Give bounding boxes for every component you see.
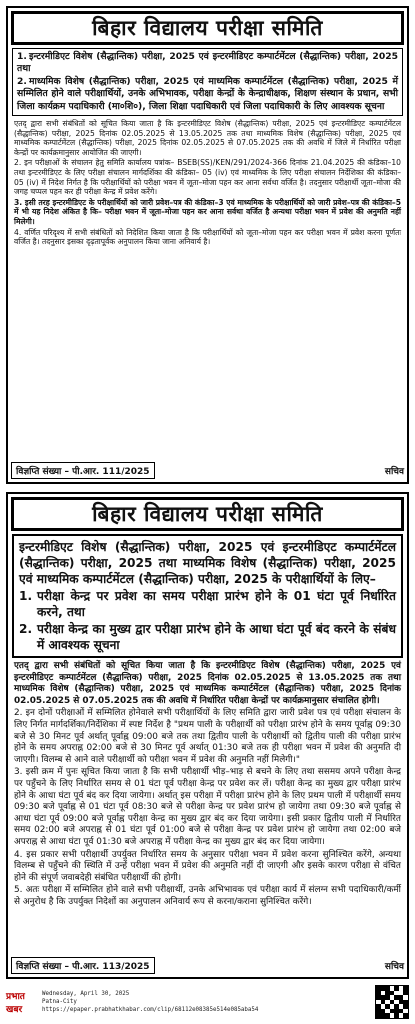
notice-subject [12, 48, 403, 116]
paragraph: 4. इस प्रकार सभी परीक्षार्थी उपर्युक्त निर्धारित समय के अनुसार परीक्षा भवन में प्रवेश करना सुनिश्चित करेंगे, अन्यथा विलम्ब से पहुँचने की स्थिति में उन्हें परीक्षा भवन में प्रवेश की अनुमति नहीं दी जाएगी और इसके कारण परीक्षा से वंचित होने की संपूर्ण जवाबदेही संबंधित परीक्षार्थी की होगी। [14, 849, 401, 883]
clip-info [42, 990, 258, 1014]
paragraph: 2. इन दोनों परीक्षाओं में सम्मिलित होनेवाले सभी परीक्षार्थियों के लिए समिति द्वारा जारी प्रवेश पत्र एवं परीक्षा संचालन के लिए निर्गत मार्गदर्शिका/निर्देशिका में स्पष्ट निर्देश है "प्रथम पाली के परीक्षार्थी को परीक्षा प्रारंभ होने के समय पूर्वाह्न 09:30 बजे से 30 मिनट पूर्व अर्थात् पूर्वाह्न 09:00 बजे तक तथा द्वितीय पाली के परीक्षार्थी को द्वितीय पाली की परीक्षा प्रारंभ होने के समय अपराह्न 02:00 बजे से 30 मिनट पूर्व अर्थात् 01:30 बजे तक ही परीक्षा भवन में प्रवेश की अनुमति दी जाएगी। विलम्ब से आने वाले परीक्षार्थी को परीक्षा भवन में प्रवेश की अनुमति नहीं मिलेगी।" [14, 708, 401, 765]
paragraph: 2. इन परीक्षाओं के संचालन हेतु समिति कार्यालय पत्रांक– BSEB(SS)/KEN/291/2024-366 दिनांक 21.04.2025 की कंडिका–10 तथा इन्टरमीडिएट के लिए परीक्षा संचालन मार्गदर्शिका की कंडिका– 05 (iv) एवं माध्यमिक के लिए परीक्षा संचालन निर्देशिका की कंडिका– 05 (iv) में निदेश निर्गत है कि परीक्षार्थियों को परीक्षा भवन में जूता–मोजा पहन कर आना सर्वथा वर्जित है। तदनुसार परीक्षार्थी जूता–मोजा की जगह चप्पल पहन कर ही परीक्षा केन्द्र में प्रवेश करेंगे। [14, 158, 401, 197]
notice-reference: विज्ञप्ति संख्या – पी.आर. 113/2025 [11, 957, 155, 974]
paragraph: 5. अतः परीक्षा में सम्मिलित होने वाले सभी परीक्षार्थी, उनके अभिभावक एवं परीक्षा कार्य में संलग्न सभी पदाधिकारी/कर्मी से अनुरोध है कि उपर्युक्त निदेशों का अनुपालन अनिवार्य रूप से करना/कराना सुनिश्चित करेंगे। [14, 885, 401, 907]
clip-edition: Patna-City [42, 999, 77, 1005]
subject-item-1: 1. इन्टरमीडिएट विशेष (सैद्धान्तिक) परीक्षा, 2025 एवं इन्टरमीडिएट कम्पार्टमेंटल (सैद्धान्तिक) परीक्षा, 2025 तथा [17, 51, 398, 75]
clip-footer [6, 985, 409, 1019]
paragraph: एतद् द्वारा सभी संबंधितों को सूचित किया जाता है कि इन्टरमीडिएट विशेष (सैद्धान्तिक) परीक्षा, 2025 एवं इन्टरमीडिएट कम्पार्टमेंटल (सैद्धान्तिक) परीक्षा, 2025 दिनांक 02.05.2025 से 13.05.2025 तक तथा माध्यमिक विशेष (सैद्धान्तिक) परीक्षा, 2025 एवं माध्यमिक कम्पार्टमेंटल (सैद्धान्तिक) परीक्षा, 2025 दिनांक 02.05.2025 से 07.05.2025 तक की अवधि में जिले में निर्धारित परीक्षा केन्द्रों पर कार्यक्रमानुसार आयोजित की जाएगी। [14, 119, 401, 157]
subject-intro: इन्टरमीडिएट विशेष (सैद्धान्तिक) परीक्षा, 2025 एवं इन्टरमीडिएट कम्पार्टमेंटल (सैद्धान्तिक) परीक्षा, 2025 तथा माध्यमिक विशेष (सैद्धान्तिक) परीक्षा, 2025 एवं माध्यमिक कम्पार्टमेंटल (सैद्धान्तिक) परीक्षा, 2025 के परीक्षार्थियों के लिए– [19, 540, 396, 586]
qr-code-icon [375, 985, 409, 1019]
subject-item-2: 2. माध्यमिक विशेष (सैद्धान्तिक) परीक्षा, 2025 एवं माध्यमिक कम्पार्टमेंटल (सैद्धान्तिक) परीक्षा, 2025 में सम्मिलित होने वाले परीक्षार्थियों, उनके अभिभावक, परीक्षा केन्द्रों के केन्द्राधीक्षक, शिक्षण संस्थान के प्रधान, सभी जिला कार्यक्रम पदाधिकारी (मा०शि०), जिला शिक्षा पदाधिकारी एवं जिला पदाधिकारी के लिए आवश्यक सूचना [17, 75, 398, 112]
notice-pr-111 [6, 6, 409, 484]
notice-reference: विज्ञप्ति संख्या – पी.आर. 111/2025 [11, 462, 155, 479]
clip-url[interactable]: https://epaper.prabhatkhabar.com/clip/68112e08385e514e085aba54 [42, 1007, 259, 1013]
notice-footer [11, 957, 404, 974]
notice-body [8, 119, 407, 247]
subject-item-1: 1. परीक्षा केन्द्र पर प्रवेश का समय परीक्षा प्रारंभ होने के 01 घंटा पूर्व निर्धारित करने, तथा [19, 589, 396, 619]
notice-footer [11, 462, 404, 479]
notice-subject [12, 534, 403, 658]
signature: सचिव [384, 467, 404, 477]
paragraph: एतद् द्वारा सभी संबंधितों को सूचित किया जाता है कि इन्टरमीडिएट विशेष (सैद्धान्तिक) परीक्षा, 2025 एवं इन्टरमीडिएट कम्पार्टमेंटल (सैद्धान्तिक) परीक्षा, 2025 दिनांक 02.05.2025 से 13.05.2025 तक तथा माध्यमिक विशेष (सैद्धान्तिक) परीक्षा, 2025 एवं माध्यमिक कम्पार्टमेंटल (सैद्धान्तिक) परीक्षा, 2025 दिनांक 02.05.2025 से 07.05.2025 तक की अवधि में निर्धारित परीक्षा केन्द्रों पर कार्यक्रमानुसार संचालित होगी। [14, 661, 401, 706]
paragraph: 3. इसी क्रम में पुनः सूचित किया जाता है कि सभी परीक्षार्थी भीड़–भाड़ से बचने के लिए तथा ससमय अपने परीक्षा केन्द्र पर पहुँचने के लिए निर्धारित समय से 01 घंटा पूर्व परीक्षा केन्द्र पर प्रवेश कर लें। परीक्षा केन्द्र का मुख्य द्वार परीक्षा प्रारंभ होने के आधा घंटा पूर्व बंद कर दिया जायेगा। अर्थात् इस परीक्षा में परीक्षा प्रारंभ होने के लिए प्रथम पाली में परीक्षार्थी समय 09:30 बजे पूर्वाह्न से 01 घंटा पूर्व 08:30 बजे से परीक्षा केन्द्र पर प्रवेश प्रारंभ हो जायेगा तथा 09:30 बजे पूर्वाह्न से आधा घंटा पूर्व 09:00 बजे पूर्वाह्न परीक्षा केन्द्र का मुख्य द्वार बंद कर दिया जायेगा। इसी प्रकार द्वितीय पाली में निर्धारित समय 02:00 बजे अपराह्न से 01 घंटा पूर्व 01:00 बजे से परीक्षा केन्द्र पर प्रवेश प्रारंभ हो जायेगा तथा 02:00 बजे अपराह्न से आधा घंटा पूर्व 01:30 बजे अपराह्न में परीक्षा केन्द्र का मुख्य द्वार बंद कर दिया जायेगा। [14, 767, 401, 847]
notice-heading: बिहार विद्यालय परीक्षा समिति [11, 11, 404, 45]
clip-date: Wednesday, April 30, 2025 [42, 991, 130, 997]
notice-body [8, 661, 407, 908]
publisher-logo: प्रभात खबर [6, 992, 25, 1015]
notice-heading: बिहार विद्यालय परीक्षा समिति [11, 497, 404, 531]
subject-item-2: 2. परीक्षा केन्द्र का मुख्य द्वार परीक्षा प्रारंभ होने के आधा घंटा पूर्व बंद करने के संबंध में आवश्यक सूचना [19, 622, 396, 652]
paragraph: 4. वर्णित परिदृश्य में सभी संबंधितों को निदेशित किया जाता है कि परीक्षार्थियों को जूता–मोजा पहन कर परीक्षा भवन में प्रवेश करना पूर्णतः वर्जित है। तदनुसार इसका दृढ़तापूर्वक अनुपालन किया जाना अनिवार्य है। [14, 227, 401, 247]
notice-pr-113 [6, 492, 409, 979]
signature: सचिव [384, 962, 404, 972]
paragraph: 3. इसी तरह इन्टरमीडिएट के परीक्षार्थियों को जारी प्रवेश–पत्र की कंडिका–3 एवं माध्यमिक के परीक्षार्थियों को जारी प्रवेश–पत्र की कंडिका–5 में भी यह निदेश अंकित है कि– परीक्षा भवन में जूता–मोजा पहन कर आना सर्वथा वर्जित है अन्यथा परीक्षा भवन में प्रवेश की अनुमति नहीं मिलेगी। [14, 197, 401, 226]
